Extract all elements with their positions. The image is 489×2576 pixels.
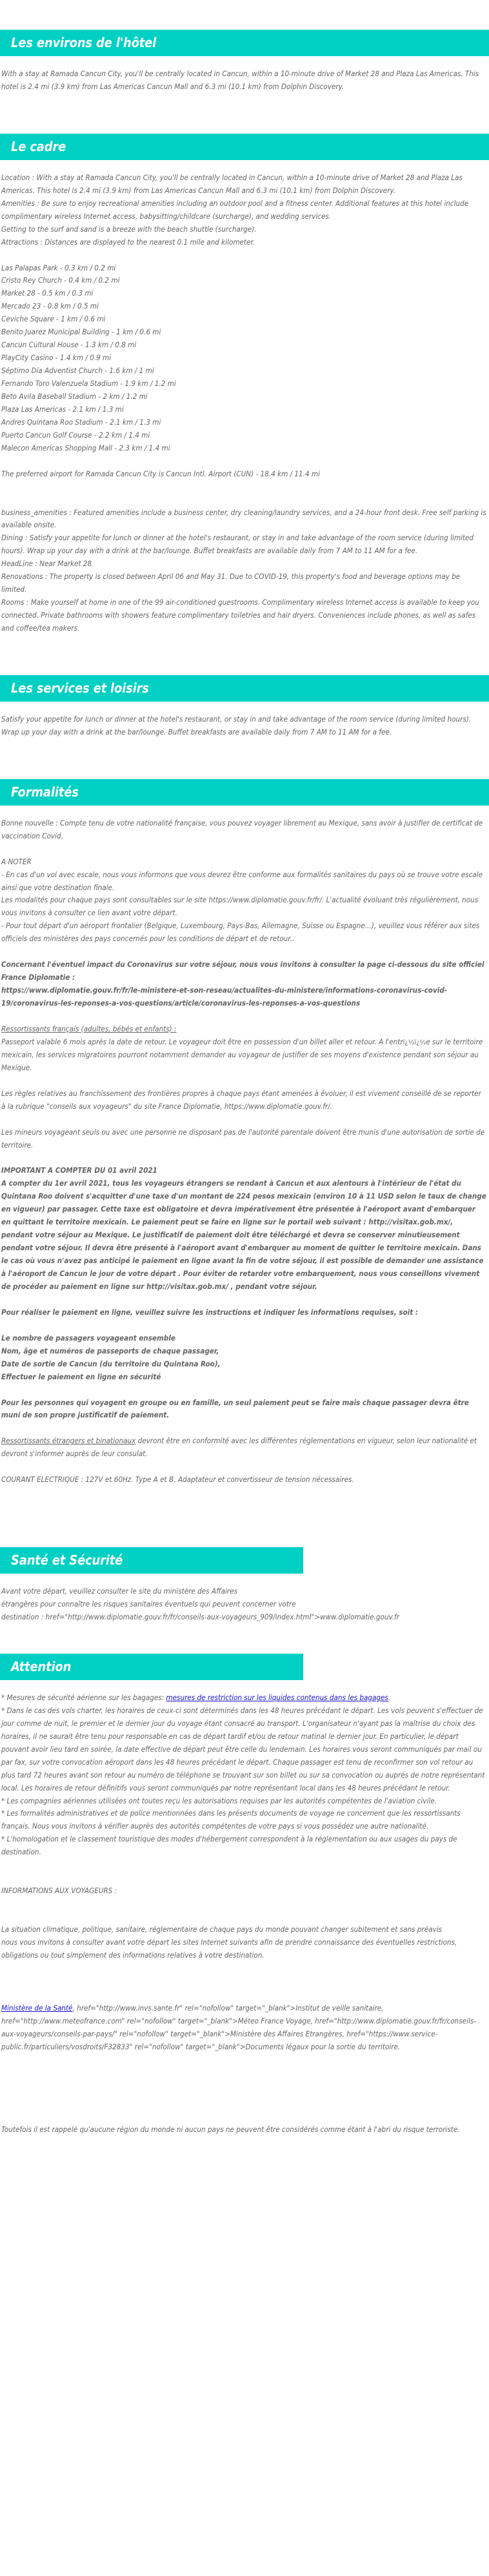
spacer xyxy=(1,1422,486,1435)
spacer xyxy=(0,1624,489,1654)
liquides-restriction-link[interactable]: mesures de restriction sur les liquides contenus dans les bagages xyxy=(166,1693,388,1702)
section-banner-formalites: Formalités xyxy=(0,779,489,806)
section-body-formalites xyxy=(0,817,489,1486)
attraction-item: Plaza Las Americas - 2.1 km / 1.3 mi xyxy=(1,404,124,414)
spacer xyxy=(0,702,489,713)
attraction-item: Beto Avila Baseball Stadium - 2 km / 1.2 mi xyxy=(1,391,148,401)
top-spacer xyxy=(0,0,489,30)
paragraph-informations-voyageurs: INFORMATIONS AUX VOYAGEURS : xyxy=(1,1886,117,1896)
paragraph-a-noter-title: A NOTER xyxy=(1,857,32,866)
ressortissants-etrangers-rest: devront être en conformité avec les différentes réglementations en vigueur, selon leur nationalité et devront s'informer auprès de leur consulat. xyxy=(1,1436,477,1459)
paragraph-coronavirus-url: https://www.diplomatie.gouv.fr/fr/le-ministere-et-son-reseau/actualites-du-ministere/informations-coronavirus-covid-19/coronavirus-les-reponses-a-vos-questions/article/coronavirus-les-reponses-a-vos-questions xyxy=(1,986,448,1008)
passport-text-post: e sur le territoire mexicain, les services migratoires pourront notamment demander au voyageur de justifier de ses moyens d'existence pendant son séjour au Mexique. xyxy=(1,1037,483,1072)
paragraph-mineurs: Les mineurs voyageant seuls ou avec une personne ne disposant pas de l'autorité parentale doivent être munis d'une autorisation de sortie de territoire. xyxy=(1,1127,485,1150)
paragraph-location: Location : With a stay at Ramada Cancun City, you'll be centrally located in Cancun, within a 10-minute drive of Market 28 and Plaza Las Americas. This hotel is 2.4 mi (3.9 km) from Las Americas Cancun Mall and 6.3 mi (10.1 km) from Dolphin Discovery. xyxy=(1,172,463,195)
spacer xyxy=(0,739,489,779)
attraction-item: Andres Quintana Roo Stadium - 2.1 km / 1.3 mi xyxy=(1,417,161,427)
ressortissants-etrangers-lead: Ressortissants étrangers et binationaux xyxy=(1,1436,136,1446)
paragraph-vols-charter: * Dans le cas des vols charter, les horaires de ceux-ci sont déterminés dans les 48 heures précédant le départ. Les vols peuvent s'effectuer de jour comme de nuit, le premier et le dernier jour du voyage étant consacré au transport. L'organisateur n'ayant pas la maîtrise du choix des horaires, il ne saurait être tenu pour responsable en cas de départ tardif et/ou de retour matinal le dernier jour. En particulier, le départ pouvant avoir lieu tard en soirée, la date effective de départ peut être celle du lendemain. Les horaires vous seront communiqués par mail ou par fax, sur votre convocation aéroport dans les 48 heures précédant le départ. Chaque passager est tenu de reconfirmer son vol retour au plus tard 72 heures avant son retour au numéro de téléphone se trouvant sur son billet ou sur sa convocation ou auprés de notre représentant local. Les horaires de retour définitifs vous seront communiqués par notre représentant local dans les 48 heures précédant le retour. xyxy=(1,1705,485,1792)
spacer xyxy=(1,1962,486,2002)
paragraph-paiement-instructions: Pour réaliser le paiement en ligne, veuillez suivre les instructions et indiquer les informations requises, soit : xyxy=(1,1307,419,1317)
paragraph-risque-terroriste: Toutefois il est rappelé qu'aucune région du monde ni aucun pays ne peuvent être considérés comme étant à l'abri du risque terroriste. xyxy=(1,2124,460,2134)
paragraph-modalites: Les modalités pour chaque pays sont consultables sur le site https://www.diplomatie.gouv.fr/fr/. L'actualité évoluant très régulièrement, nous vous invitons à consulter ce lien avant votre départ. xyxy=(1,895,479,918)
paragraph-coronavirus-intro: Concernant l'éventuel impact du Coronavirus sur votre séjour, nous vous invitons à consulter la page ci-dessous du site officiel France Diplomatie : xyxy=(1,960,484,982)
paragraph-ministere-affaires: Avant votre départ, veuillez consulter le site du ministère des Affaires xyxy=(1,1587,238,1596)
spacer xyxy=(1,1010,486,1023)
paragraph-groupe-famille: Pour les personnes qui voyagent en groupe ou en famille, un seul paiement peut se faire mais chaque passager devra être muni de son propre justificatif de paiement. xyxy=(1,1397,469,1420)
spacer xyxy=(1,1461,486,1474)
paragraph-regles-frontieres: Les règles relatives au franchissement des frontières propres à chaque pays étant amenées à évoluer, il est vivement conseillé de se reporter à la rubrique "conseils aux voyageurs" du site France Diplomatie, https://www.diplomatie.gouv.fr/. xyxy=(1,1088,481,1111)
ministere-sante-rest: , href="http://www.invs.sante.fr" rel="nofollow" target="_blank">Institut de veille sanitaire, href="http://www.meteofrance.com" rel="nofollow" target="_blank">Méteo France Voyage, href="http://www.diplomatie.gouv.fr/fr/conseils-aux-voyageurs/conseils-par-pays/" rel="nofollow" target="_blank">Ministère des Affaires Etrangères, href="https://www.service-public.fr/particuliers/vosdroits/F32833" rel="nofollow" target="_blank">Documents légaux pour la sortie du territoire. xyxy=(1,2003,477,2051)
ministere-sante-link[interactable]: Ministère de la Santé xyxy=(1,2003,73,2013)
spacer xyxy=(1,481,486,507)
spacer xyxy=(1,843,486,856)
paragraph-beach-shuttle: Getting to the surf and sand is a breeze with the beach shuttle (surcharge). xyxy=(1,224,257,234)
paragraph-ressortissants-francais-heading: Ressortissants français (adultes, bébés et enfants) : xyxy=(1,1024,177,1033)
spacer xyxy=(1,946,486,958)
paragraph-attractions: Attractions : Distances are displayed to the nearest 0.1 mile and kilometer. xyxy=(1,237,255,247)
attraction-item: Market 28 - 0.5 km / 0.3 mi xyxy=(1,289,94,298)
attraction-item: Cristo Rey Church - 0.4 km / 0.2 mi xyxy=(1,276,120,285)
paragraph-rooms: Rooms : Make yourself at home in one of the 99 air-conditioned guestrooms. Complimentary wireless Internet access is available to keep you connected. Private bathrooms with showers feature complimentary toiletries and hair dryers. Conveniences include phones, as well as safes and coffee/tea makers. xyxy=(1,598,479,633)
paragraph-requis-date: Date de sortie de Cancun (du territoire du Quintana Roo), xyxy=(1,1359,221,1368)
paragraph-risques-sanitaires: étrangères pour connaître les risques sanitaires éventuels qui peuvent concerner votre xyxy=(1,1599,296,1609)
paragraph-bonne-nouvelle: Bonne nouvelle : Compte tenu de votre nationalité française, vous pouvez voyager librement au Mexique, sans avoir à justifier de certificat de vaccination Covid. xyxy=(1,818,483,840)
paragraph-requis-passagers: Le nombre de passagers voyageant ensemble xyxy=(1,1333,175,1343)
section-body-cadre xyxy=(0,172,489,635)
section-banner-cadre: Le cadre xyxy=(0,134,489,160)
paragraph-ministere-sante-links xyxy=(1,2002,486,2054)
spacer xyxy=(1,455,486,468)
mesures-post-text: . xyxy=(388,1693,391,1702)
spacer xyxy=(1,1859,486,1885)
mojibake-glyph: ï¿½ï¿½ xyxy=(403,1039,426,1046)
section-body-attention xyxy=(0,1692,489,2136)
attraction-item: Malecon Americas Shopping Mall - 2.3 km / 1.4 mi xyxy=(1,443,170,452)
spacer xyxy=(0,94,489,134)
section-banner-services: Les services et loisirs xyxy=(0,675,489,702)
paragraph-courant-electrique: COURANT ELECTRIQUE : 127V et 60Hz. Type A et B. Adaptateur et convertisseur de tension nécessaires. xyxy=(1,1475,354,1485)
passport-text-pre: Passeport valable 6 mois après la date de retour. Le voyageur doit être en possession d'un billet aller et retour. A l'entr xyxy=(1,1037,403,1046)
bottom-spacer xyxy=(0,2136,489,2156)
paragraph-compagnies-aeriennes: * Les compagnies aériennes utilisées ont toutes reçu les autorisations requises par les autorités compétentes de l'aviation civile. xyxy=(1,1796,437,1805)
spacer xyxy=(1,1075,486,1088)
paragraph-formalites-administratives: * Les formalités administratives et de police mentionnées dans les présents documents de voyage ne concernent que les ressortissants français. Nous vous invitons à vérifier auprès des autorités compétentes de votre pays si vous possédez une autre nationalité. xyxy=(1,1809,461,1831)
spacer xyxy=(1,1384,486,1397)
attraction-item: Séptimo Día Adventist Church - 1.6 km / 1 mi xyxy=(1,366,154,375)
paragraph-requis-noms: Nom, âge et numéros de passeports de chaque passager, xyxy=(1,1346,219,1355)
mesures-pre-text: * Mesures de sécurité aérienne sur les bagages: xyxy=(1,1693,166,1702)
attraction-item: Mercado 23 - 0.8 km / 0.5 mi xyxy=(1,301,99,311)
section-banner-attention: Attention xyxy=(0,1654,303,1680)
paragraph-requis-paiement: Effectuer le paiement en ligne en sécurité xyxy=(1,1372,161,1381)
spacer xyxy=(1,2054,486,2124)
spacer xyxy=(0,806,489,817)
paragraph-headline: HeadLine : Near Market 28 xyxy=(1,559,92,569)
attraction-item: PlayCity Casino - 1.4 km / 0.9 mi xyxy=(1,353,112,363)
paragraph: Satisfy your appetite for lunch or dinner at the hotel's restaurant, or stay in and take advantage of the room service (during limited hours). Wrap up your day with a drink at the bar/lounge. Buffet breakfasts are available daily from 7 AM to 11 AM for a fee. xyxy=(1,714,472,736)
paragraph-homologation: * L'homologation et le classement touristique des modes d'hébergement correspondent à la réglementation ou aux usages du pays de destination. xyxy=(1,1834,457,1857)
section-banner-sante-securite: Santé et Sécurité xyxy=(0,1547,303,1574)
spacer xyxy=(0,56,489,68)
spacer xyxy=(0,635,489,675)
attraction-item: Benito Juarez Municipal Building - 1 km / 0.6 mi xyxy=(1,327,161,337)
paragraph-amenities: Amenities : Be sure to enjoy recreational amenities including an outdoor pool and a fitness center. Additional features at this hotel include complimentary wireless Internet access, babysitting/childcare (surcharge), and wedding services. xyxy=(1,198,469,221)
attraction-item: Ceviche Square - 1 km / 0.6 mi xyxy=(1,314,106,324)
spacer xyxy=(1,1898,486,1923)
paragraph: With a stay at Ramada Cancun City, you'll be centrally located in Cancun, within a 10-minute drive of Market 28 and Plaza Las Americas. This hotel is 2.4 mi (3.9 km) from Las Americas Cancun Mall and 6.3 mi (10.1 km) from Dolphin Discovery. xyxy=(1,69,479,91)
paragraph-escale: - En cas d'un vol avec escale, nous vous informons que vous devrez être conforme aux formalités sanitaires du pays où se trouve votre escale ainsi que votre destination finale. xyxy=(1,869,483,892)
section-body-services xyxy=(0,713,489,739)
paragraph-important-heading: IMPORTANT A COMPTER DU 01 avril 2021 xyxy=(1,1166,157,1175)
attraction-item: Las Palapas Park - 0.3 km / 0.2 mi xyxy=(1,263,116,272)
paragraph-mesures-securite xyxy=(1,1692,486,1705)
attraction-item: Fernando Toro Valenzuela Stadium - 1.9 km / 1.2 mi xyxy=(1,378,176,388)
spacer xyxy=(1,1151,486,1164)
section-body-sante-securite xyxy=(0,1585,489,1624)
paragraph-ressortissants-etrangers xyxy=(1,1435,486,1461)
spacer xyxy=(1,1293,486,1306)
attraction-item: Cancun Cultural House - 1.3 km / 0.8 mi xyxy=(1,340,137,350)
spacer xyxy=(1,1113,486,1126)
spacer xyxy=(0,160,489,172)
spacer xyxy=(0,1680,489,1692)
paragraph-passeport xyxy=(1,1036,486,1075)
paragraph-dining: Dining : Satisfy your appetite for lunch or dinner at the hotel's restaurant, or stay in and take advantage of the room service (during limited hours). Wrap up your day with a drink at the bar/lounge. Buffet breakfasts are available daily from 7 AM to 11 AM for a fee. xyxy=(1,533,474,556)
paragraph-business-amenities: business_amenities : Featured amenities include a business center, dry cleaning/laundry services, and a 24-hour front desk. Free self parking is available onsite. xyxy=(1,507,486,530)
paragraph-sites-internet: nous vous invitons à consulter avant votre départ les sites Internet suivants afin de prendre connaissance des éventuelles restrictions, obligations ou tout simplement des informations relatives à votre destination. xyxy=(1,1938,457,1960)
section-body-environs xyxy=(0,68,489,94)
paragraph-situation-climatique: La situation climatique, politique, sanitaire, réglementaire de chaque pays du monde pouvant changer subitement et sans préavis xyxy=(1,1925,443,1934)
paragraph-airport: The preferred airport for Ramada Cancun City is Cancun Intl. Airport (CUN) - 18.4 km / 11.4 mi xyxy=(1,469,321,478)
paragraph-destination-link: destination : href="http://www.diplomatie.gouv.fr/fr/conseils-aux-voyageurs_909/index.html">www.diplomatie.gouv.fr xyxy=(1,1612,399,1622)
section-banner-environs: Les environs de l'hôtel xyxy=(0,30,489,56)
paragraph-renovations: Renovations : The property is closed between April 06 and May 31. Due to COVID-19, this property's food and beverage options may be limited. xyxy=(1,572,461,594)
spacer xyxy=(1,249,486,262)
spacer xyxy=(0,1574,489,1585)
paragraph-visitax: A compter du 1er avril 2021, tous les voyageurs étrangers se rendant à Cancun et aux alentours à l'intérieur de l'état du Quintana Roo doivent s'acquitter d'une taxe d'un montant de 224 pesos mexicain (environ 10 à 11 USD selon le taux de change en vigueur) par passager. Cette taxe est obligatoire et devra impérativement être présentée à l'aéroport avant d'embarquer en quittant le territoire mexicain. Le paiement peut se faire en ligne sur le portail web suivant : http://visitax.gob.mx/, pendant votre séjour au Mexique. Le justificatif de paiement doit être téléchargé et devra se conserver minutieusement pendant votre séjour. Il devra être présenté à l'aéroport avant d'embarquer au moment de quitter le territoire mexicain. Dans le cas où vous n'avez pas anticipé le paiement en ligne avant la fin de votre séjour, il est possible de demander une assistance à l'aéroport de Cancun le jour de votre départ . Pour éviter de retarder votre embarquement, nous vous conseillons vivement de procéder au paiement en ligne sur http://visitax.gob.mx/ , pendant votre séjour. xyxy=(1,1179,486,1291)
paragraph-aeroport-frontalier: - Pour tout départ d'un aéroport frontalier (Belgique, Luxembourg, Pays-Bas, Allemagne, Suisse ou Espagne...), veuillez vous référer aux sites officiels des ministères des pays concernés pour les conditions de départ et de retour.. xyxy=(1,921,480,944)
spacer xyxy=(1,1319,486,1332)
attraction-item: Puerto Cancun Golf Course - 2.2 km / 1.4 mi xyxy=(1,430,150,440)
spacer xyxy=(0,1486,489,1547)
